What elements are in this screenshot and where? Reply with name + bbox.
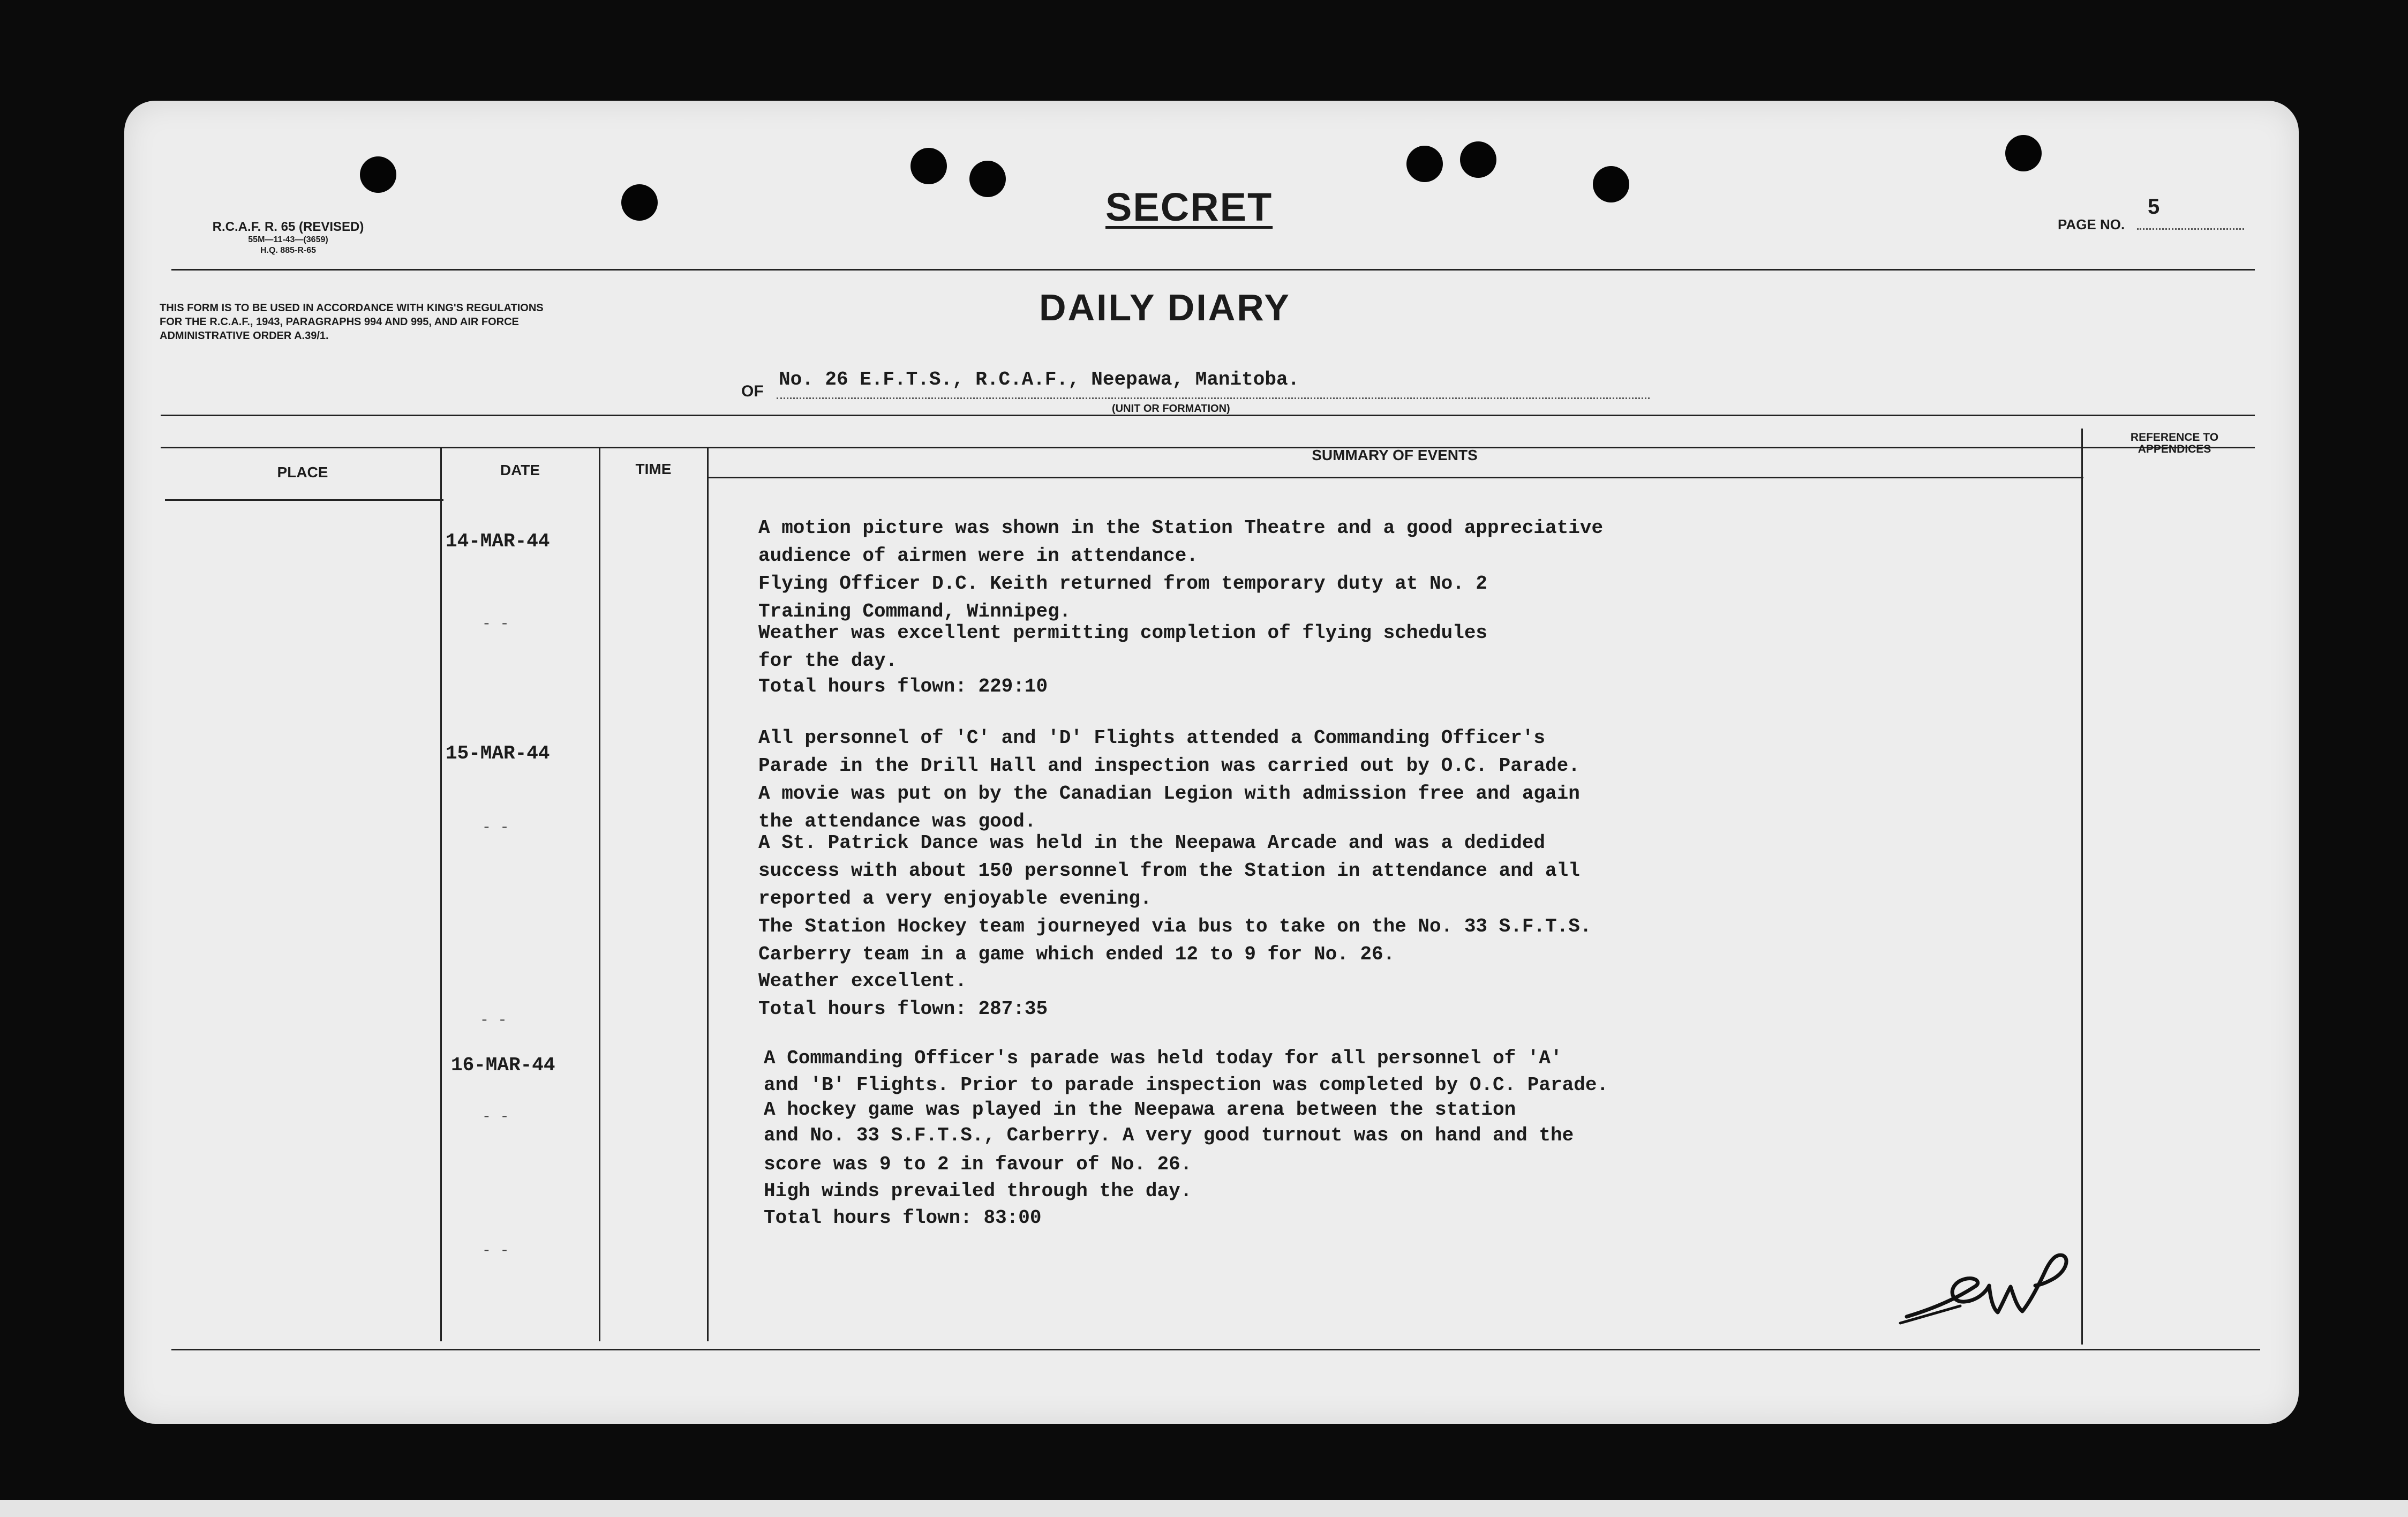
entry-line: A Commanding Officer's parade was held today for all personnel of 'A': [764, 1047, 1562, 1069]
punch-hole: [1593, 166, 1629, 202]
punch-hole: [910, 148, 947, 184]
entry-line: for the day.: [758, 650, 898, 672]
unit-dotline: [777, 397, 1650, 399]
punch-hole: [360, 156, 396, 193]
classification-stamp: SECRET: [1105, 185, 1273, 229]
margin-dash: - -: [480, 1012, 507, 1029]
entry-line: High winds prevailed through the day.: [764, 1180, 1192, 1202]
page-number: 5: [2148, 195, 2160, 219]
entry-date: 14-MAR-44: [446, 530, 550, 552]
margin-dash: - -: [482, 1109, 509, 1125]
page-title: DAILY DIARY: [1039, 287, 1291, 328]
table-header-rule: [165, 499, 443, 501]
column-header-summary: SUMMARY OF EVENTS: [1312, 447, 1478, 463]
entry-line: All personnel of 'C' and 'D' Flights attended a Commanding Officer's: [758, 727, 1546, 749]
entry-line: Weather excellent.: [758, 970, 967, 992]
margin-dash: - -: [482, 1243, 509, 1259]
column-header-place: PLACE: [277, 464, 328, 480]
column-divider: [2081, 429, 2083, 1345]
entry-line: and No. 33 S.F.T.S., Carberry. A very good turnout was on hand and the: [764, 1124, 1574, 1146]
punch-hole: [969, 161, 1006, 197]
column-header-time: TIME: [635, 461, 672, 477]
entry-line: success with about 150 personnel from the Station in attendance and all: [758, 860, 1580, 882]
entry-date: 15-MAR-44: [446, 742, 550, 764]
regulations-note: THIS FORM IS TO BE USED IN ACCORDANCE WITH KING'S REGULATIONS FOR THE R.C.A.F., 1943, PARAGRAPHS 994 AND 995, AND AIR FORCE ADMINISTRATIVE ORDER A.39/1.: [160, 302, 544, 342]
entry-line: Carberry team in a game which ended 12 to 9 for No. 26.: [758, 943, 1395, 965]
column-header-date: DATE: [500, 462, 540, 478]
bottom-strip: [0, 1500, 2408, 1517]
form-code-line: 55M—11-43—(3659): [248, 235, 328, 244]
entry-line: A movie was put on by the Canadian Legion with admission free and again: [758, 783, 1580, 805]
entry-line: Total hours flown: 83:00: [764, 1207, 1042, 1229]
unit-of-label: OF: [741, 382, 764, 400]
entry-line: and 'B' Flights. Prior to parade inspection was completed by O.C. Parade.: [764, 1074, 1609, 1096]
entry-line: the attendance was good.: [758, 810, 1036, 832]
column-divider: [599, 447, 600, 1341]
page-number-label: PAGE NO.: [2058, 216, 2125, 232]
table-header-rule: [707, 477, 2083, 478]
entry-line: Flying Officer D.C. Keith returned from temporary duty at No. 2: [758, 573, 1488, 595]
punch-hole: [1460, 141, 1496, 178]
entry-line: The Station Hockey team journeyed via bus to take on the No. 33 S.F.T.S.: [758, 915, 1592, 937]
punch-hole: [621, 184, 658, 221]
punch-hole: [1406, 146, 1443, 182]
entry-line: score was 9 to 2 in favour of No. 26.: [764, 1153, 1192, 1175]
entry-line: A St. Patrick Dance was held in the Neepawa Arcade and was a dedided: [758, 832, 1546, 854]
entry-line: Total hours flown: 287:35: [758, 998, 1048, 1020]
entry-line: A motion picture was shown in the Station Theatre and a good appreciative: [758, 517, 1604, 539]
entry-line: reported a very enjoyable evening.: [758, 888, 1152, 910]
table-top-rule: [161, 415, 2255, 416]
margin-dash: - -: [482, 616, 509, 633]
page-number-dotline: [2137, 228, 2244, 230]
column-divider: [440, 447, 442, 1341]
form-code-line: H.Q. 885-R-65: [260, 246, 317, 255]
entry-line: Training Command, Winnipeg.: [758, 600, 1071, 622]
margin-dash: - -: [482, 820, 509, 836]
table-bottom-rule: [171, 1349, 2260, 1350]
signature-initials: [1896, 1243, 2089, 1328]
entry-line: audience of airmen were in attendance.: [758, 545, 1198, 567]
entry-date: 16-MAR-44: [451, 1054, 555, 1076]
punch-hole: [2005, 135, 2042, 171]
column-header-reference: REFERENCE TO APPENDICES: [2130, 431, 2219, 455]
header-rule: [171, 269, 2255, 271]
column-divider: [707, 447, 709, 1341]
unit-caption: (UNIT OR FORMATION): [1112, 403, 1230, 415]
form-code: [170, 220, 406, 256]
entry-line: Parade in the Drill Hall and inspection was carried out by O.C. Parade.: [758, 755, 1580, 777]
entry-line: Total hours flown: 229:10: [758, 675, 1048, 697]
entry-line: Weather was excellent permitting completion of flying schedules: [758, 622, 1488, 644]
unit-name: No. 26 E.F.T.S., R.C.A.F., Neepawa, Manitoba.: [779, 369, 1300, 390]
entry-line: A hockey game was played in the Neepawa arena between the station: [764, 1099, 1516, 1121]
form-code-line: R.C.A.F. R. 65 (REVISED): [212, 220, 364, 234]
